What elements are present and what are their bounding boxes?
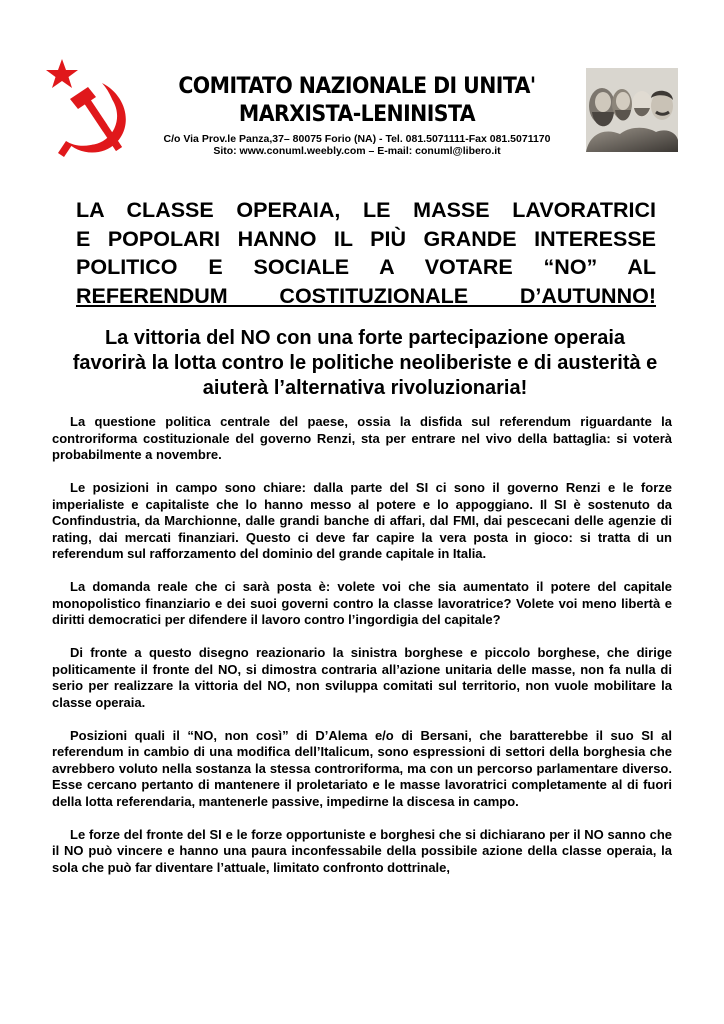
main-headline [76,196,656,310]
marx-engels-lenin-stalin-portraits [586,68,678,152]
article-body [52,414,672,893]
org-header [148,73,566,157]
paragraph: La questione politica centrale del paese, ossia la disfida sul referendum riguardante la controriforma costituzionale del governo Renzi, sta per entrare nel vivo della battaglia: si voterà probabilmente a novembre. [52,414,672,462]
org-contact-address: C/o Via Prov.le Panza,37– 80075 Forio (NA) - Tel. 081.5071111-Fax 081.5071170 [163,133,551,145]
subheadline: La vittoria del NO con una forte partecipazione operaia favorirà la lotta contro le politiche neoliberiste e di austerità e aiuterà l’alternativa rivoluzionaria! [72,327,658,399]
hammer-sickle-star-icon [44,55,144,165]
org-name-line1: COMITATO NAZIONALE DI UNITA' [178,74,536,99]
paragraph: Di fronte a questo disegno reazionario la sinistra borghese e piccolo borghese, che dirige politicamente il fronte del NO, si dimostra contraria all’azione unitaria delle masse, non fa nulla di serio per realizzare la vittoria del NO, non sviluppa comitati sul territorio, non vuole mobilitare la classe operaia. [52,645,672,710]
paragraph: Le forze del fronte del SI e le forze opportuniste e borghesi che si dichiarano per il NO sanno che il NO può vincere e hanno una paura inconfessabile della possibile azione della classe operaia, la sola che può far diventare l’attuale, limitato confronto dottrinale, [52,826,672,875]
headline-line: E POPOLARI HANNO IL PIÙ GRANDE INTERESSE [76,226,656,251]
headline-line: POLITICO E SOCIALE A VOTARE “NO” AL [76,255,656,279]
headline-line-underlined: REFERENDUM COSTITUZIONALE D’AUTUNNO! [76,283,656,308]
headline-line: LA CLASSE OPERAIA, LE MASSE LAVORATRICI [76,198,656,222]
paragraph: La domanda reale che ci sarà posta è: volete voi che sia aumentato il potere del capitale monopolistico finanziario e dei suoi governi contro la classe lavoratrice? Volete voi meno libertà e diritti democratici per difendere il lavoro contro l’ingordigia del capitale? [52,579,672,627]
org-contact-web: Sito: www.conuml.weebly.com – E-mail: conuml@libero.it [213,145,501,157]
paragraph: Le posizioni in campo sono chiare: dalla parte del SI ci sono il governo Renzi e le forze imperialiste e capitaliste che lo hanno messo al potere e lo appoggiano. Il SI è sostenuto da Confindustria, da Marchionne, dalle grandi banche di affari, dal FMI, dai pescecani delle agenzie di rating, dai mercati finanziari. Questo ci deve far capire la vera posta in gioco: si tratta di un referendum sul rafforzamento del dominio del grande capitale in Italia. [52,480,672,561]
paragraph: Posizioni quali il “NO, non così” di D’Alema e/o di Bersani, che baratterebbe il suo SI al referendum in cambio di una modifica dell’Italicum, sono espressioni di settori della borghesia che avrebbero voluto nella sostanza la stessa controriforma, ma con un percorso parlamentare diverso. Esse cercano pertanto di mantenere il proletariato e le masse lavoratrici completamente al di fuori della lotta referendaria, mantenerle passive, impedirne la discesa in campo. [52,727,672,809]
org-name-line2: MARXISTA-LENINISTA [238,102,476,127]
